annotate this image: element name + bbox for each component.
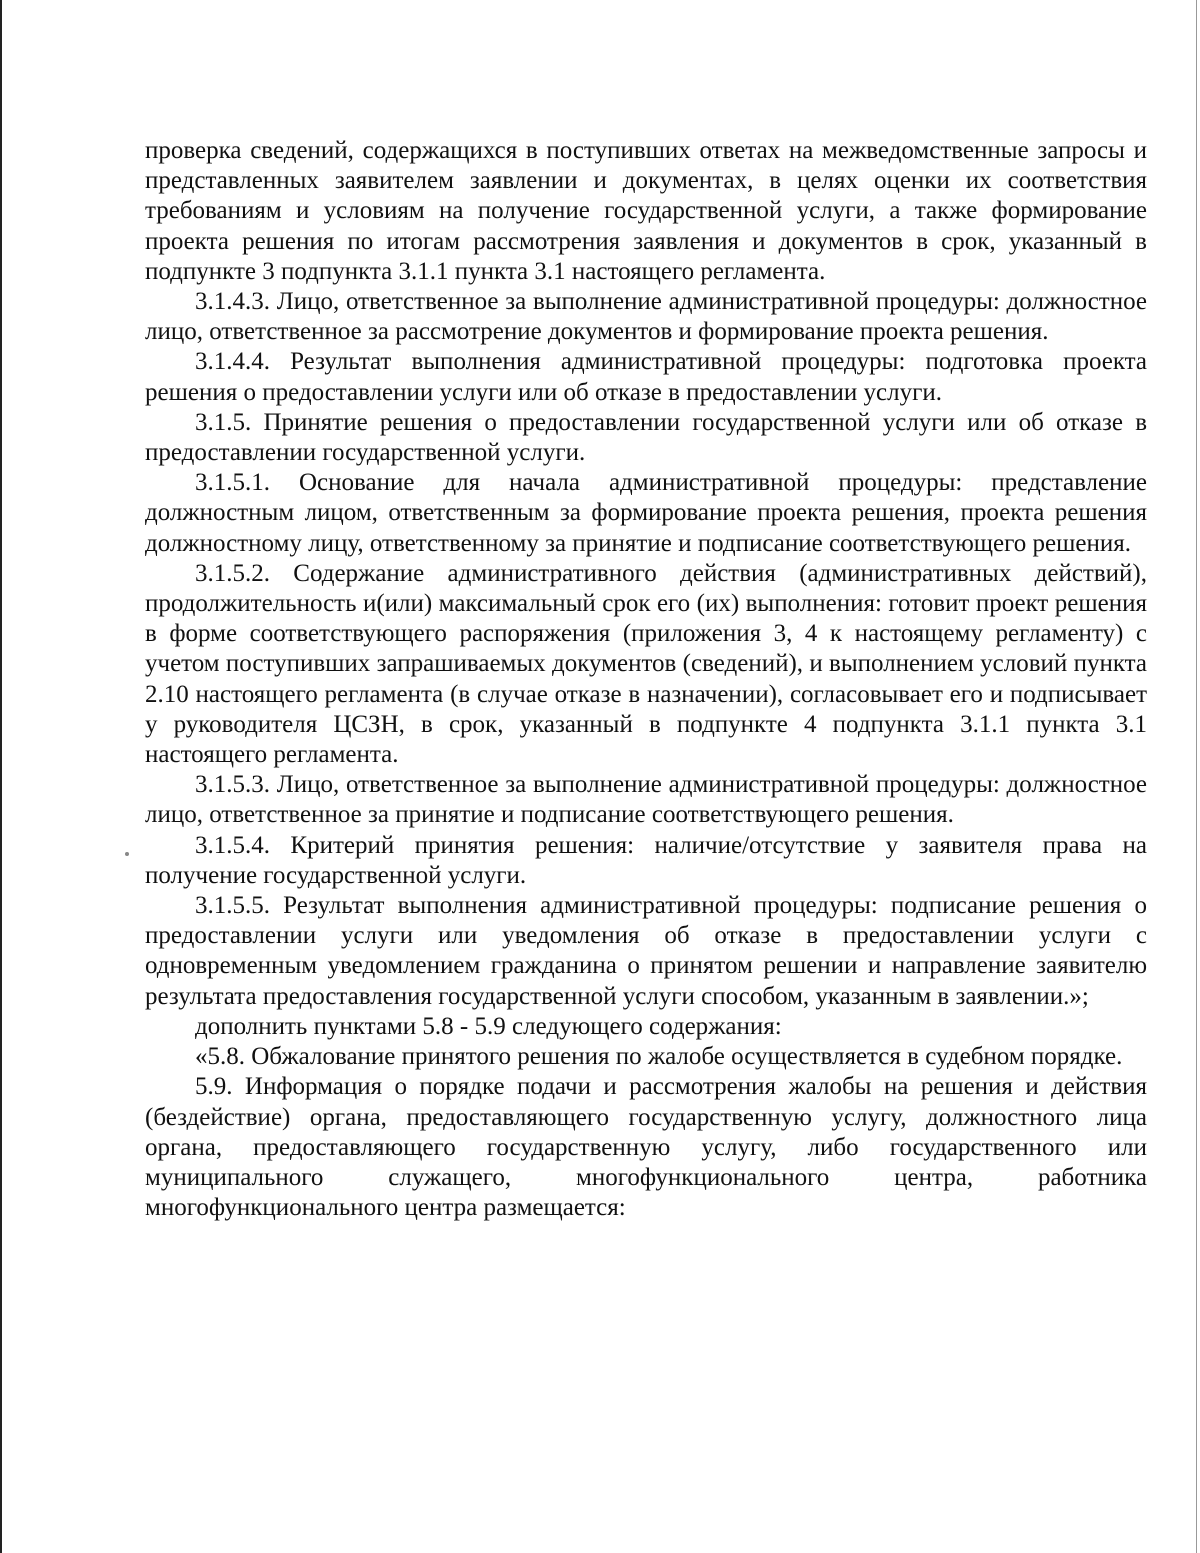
document-body [145, 136, 1147, 1223]
paragraph-3-1-5-4: 3.1.5.4. Критерий принятия решения: наличие/отсутствие у заявителя права на получение государственной услуги. [145, 831, 1147, 889]
paragraph-3-1-4-3: 3.1.4.3. Лицо, ответственное за выполнение административной процедуры: должностное лицо, ответственное за рассмотрение документов и формирование проекта решения. [145, 288, 1147, 346]
paragraph-3-1-4-4: 3.1.4.4. Результат выполнения административной процедуры: подготовка проекта решения о предоставлении услуги или об отказе в предоставлении услуги. [145, 348, 1147, 406]
page-edge-line [1196, 0, 1197, 1553]
paragraph-amendment-intro: дополнить пунктами 5.8 - 5.9 следующего содержания: [195, 1012, 782, 1040]
paragraph-3-1-5-2: 3.1.5.2. Содержание административного действия (административных действий), продолжительность и(или) максимальный срок его (их) выполнения: готовит проект решения в форме соответствующего распоряжения (приложения 3, 4 к настоящему регламенту) с учетом поступивших запрашиваемых документов (сведений), и выполнением условий пункта 2.10 настоящего регламента (в случае отказе в назначении), согласовывает его и подписывает у руководителя ЦСЗН, в срок, указанный в подпункте 4 подпункта 3.1.1 пункта 3.1 настоящего регламента. [145, 559, 1147, 769]
paragraph-5-9: 5.9. Информация о порядке подачи и рассмотрения жалобы на решения и действия (бездействие) органа, предоставляющего государственную услугу, должностного лица органа, предоставляющего государственную услугу, либо государственного или муниципального служащего, многофункционального центра, работника многофункционального центра размещается: [145, 1073, 1147, 1222]
scan-speck [125, 852, 129, 856]
paragraph-3-1-5-5: 3.1.5.5. Результат выполнения административной процедуры: подписание решения о предоставлении услуги или уведомления об отказе в предоставлении услуги с одновременным уведомлением гражданина о принятом решении и направление заявителю результата предоставления государственной услуги способом, указанным в заявлении.»; [145, 892, 1147, 1010]
paragraph-verification: проверка сведений, содержащихся в поступивших ответах на межведомственные запросы и представленных заявителем заявлении и документах, в целях оценки их соответствия требованиям и условиям на получение государственной услуги, а также формирование проекта решения по итогам рассмотрения заявления и документов в срок, указанный в подпункте 3 подпункта 3.1.1 пункта 3.1 настоящего регламента. [145, 137, 1147, 285]
paragraph-3-1-5-3: 3.1.5.3. Лицо, ответственное за выполнение административной процедуры: должностное лицо, ответственное за принятие и подписание соответствующего решения. [145, 771, 1147, 829]
paragraph-3-1-5-1: 3.1.5.1. Основание для начала административной процедуры: представление должностным лицом, ответственным за формирование проекта решения, проекта решения должностному лицу, ответственному за принятие и подписание соответствующего решения. [145, 469, 1147, 557]
paragraph-3-1-5: 3.1.5. Принятие решения о предоставлении государственной услуги или об отказе в предоставлении государственной услуги. [145, 408, 1147, 467]
paragraph-5-8: «5.8. Обжалование принятого решения по жалобе осуществляется в судебном порядке. [195, 1043, 1123, 1071]
